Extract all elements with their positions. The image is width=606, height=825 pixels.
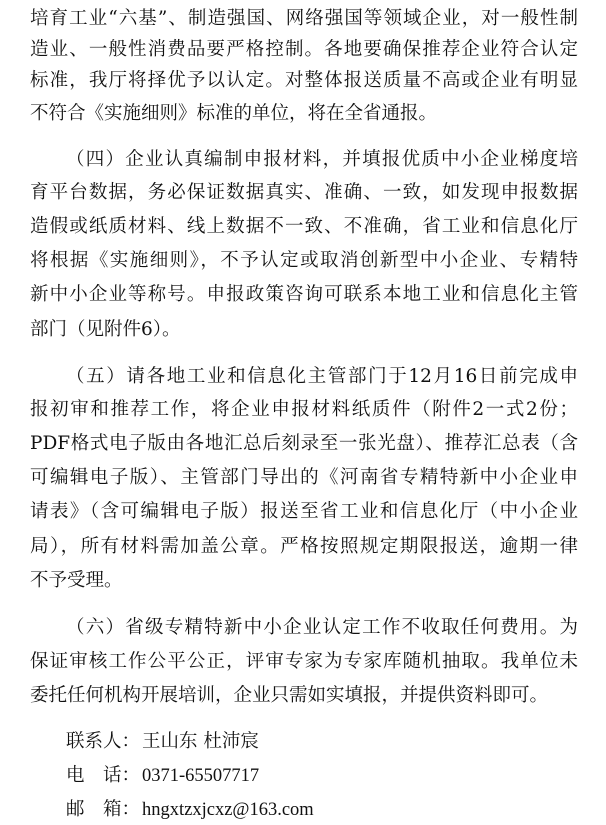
contact-person-label: 联系人： (66, 731, 141, 752)
paragraph-line: 报初审和推荐工作，将企业申报材料纸质件（附件2一式2份； (30, 399, 578, 420)
paragraph-line: 部门（见附件6）。 (30, 319, 181, 340)
contact-phone (66, 761, 259, 791)
contact-person-value: 王山东 杜沛宸 (142, 731, 259, 752)
contact-person (66, 727, 259, 757)
contact-email (66, 795, 314, 825)
paragraph-line: 将根据《实施细则》，不予认定或取消创新型中小企业、专精特 (30, 250, 578, 271)
paragraph-line: 委托任何机构开展培训，企业只需如实填报，并提供资料即可。 (30, 685, 549, 706)
paragraph-line: 不符合《实施细则》标准的单位，将在全省通报。 (30, 103, 438, 124)
paragraph-line: （五）请各地工业和信息化主管部门于12月16日前完成申 (66, 366, 578, 387)
paragraph-line: 请表》（含可编辑电子版）报送至省工业和信息化厅（中小企业 (30, 501, 578, 522)
contact-email-label: 邮 箱： (66, 799, 141, 820)
paragraph-line: 造假或纸质材料、线上数据不一致、不准确，省工业和信息化厅 (30, 216, 578, 237)
paragraph-line: 育平台数据，务必保证数据真实、准确、一致，如发现申报数据 (30, 182, 578, 203)
paragraph-line: 标准，我厅将择优予以认定。对整体报送质量不高或企业有明显 (30, 70, 578, 91)
paragraph-line: PDF格式电子版由各地汇总后刻录至一张光盘）、推荐汇总表（含 (30, 433, 578, 454)
paragraph-line: 造业、一般性消费品要严格控制。各地要确保推荐企业符合认定 (30, 39, 578, 60)
contact-email-value: hngxtzxjcxz@163.com (142, 800, 314, 820)
contact-phone-label: 电 话： (66, 765, 141, 786)
paragraph-line: 不予受理。 (30, 570, 123, 591)
paragraph-line: 可编辑电子版）、主管部门导出的《河南省专精特新中小企业申 (30, 467, 578, 488)
paragraph-line: 保证审核工作公平公正，评审专家为专家库随机抽取。我单位未 (30, 651, 578, 672)
paragraph-line: 新中小企业等称号。申报政策咨询可联系本地工业和信息化主管 (30, 284, 578, 305)
paragraph-line: 局），所有材料需加盖公章。严格按照规定期限报送，逾期一律 (30, 536, 578, 557)
paragraph-line: 培育工业“六基”、制造强国、网络强国等领域企业，对一般性制 (30, 8, 578, 29)
paragraph-line: （四）企业认真编制申报材料，并填报优质中小企业梯度培 (66, 149, 578, 170)
contact-phone-value: 0371-65507717 (142, 766, 260, 786)
paragraph-line: （六）省级专精特新中小企业认定工作不收取任何费用。为 (66, 617, 578, 638)
